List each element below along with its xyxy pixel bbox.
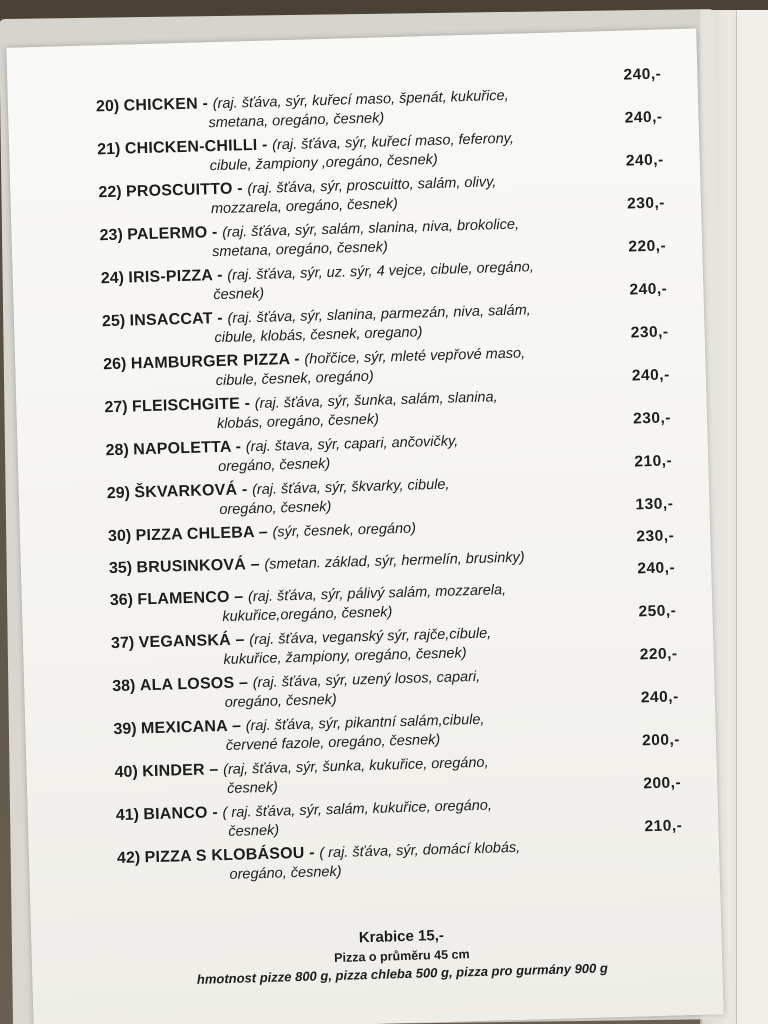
item-ingredients: (sýr, česnek, oregáno) (272, 520, 417, 541)
menu-footer (121, 919, 682, 991)
item-ingredients-cont: oregáno, česnek) (224, 691, 337, 711)
item-price: 130,- (635, 495, 674, 514)
item-separator: - (289, 350, 305, 369)
item-name: PIZZA CHLEBA (135, 524, 255, 545)
item-name: MEXICANA (140, 717, 228, 738)
menu-page (6, 29, 723, 1024)
item-ingredients-cont: mozzarela, oregáno, česnek) (210, 195, 399, 218)
menu-item-line (109, 544, 669, 580)
item-number: 21) (97, 140, 121, 159)
item-price: 240,- (625, 151, 664, 170)
item-number: 20) (95, 97, 120, 116)
item-number: 26) (103, 355, 127, 374)
item-separator: - (207, 804, 223, 822)
item-ingredients: (raj. šťáva, sýr, slanina, parmezán, niva, salám, (227, 302, 531, 327)
item-name: PROSCUITTO (125, 180, 233, 201)
item-ingredients: (raj. šťáva, veganský sýr, rajče,cibule, (249, 625, 492, 649)
item-number: 25) (101, 312, 126, 331)
item-price: 200,- (643, 774, 682, 793)
item-price: 230,- (626, 194, 666, 213)
item-ingredients-cont: kukuřice,oregáno, česnek) (222, 604, 393, 626)
item-separator: - (197, 95, 213, 113)
item-separator: - (237, 481, 253, 499)
item-number: 41) (115, 806, 140, 825)
item-separator: – (227, 717, 246, 735)
item-ingredients: (smetan. základ, sýr, hermelín, brusinky) (264, 549, 525, 573)
item-name: FLEISCHGITE (131, 395, 241, 416)
item-ingredients: (raj. šťáva, sýr, škvarky, cibule, (251, 476, 450, 499)
item-name: ŠKVARKOVÁ (134, 481, 238, 502)
item-name: INSACCAT (129, 310, 213, 330)
item-separator: - (239, 395, 256, 413)
item-separator: - (230, 438, 247, 456)
item-separator: - (212, 266, 228, 285)
pizza-list (95, 65, 683, 892)
box-price: Krabice 15,- (358, 926, 445, 947)
item-ingredients: (raj. šťáva, sýr, pikantní salám,cibule, (245, 711, 485, 735)
item-ingredients: (raj. šťáva, sýr, uzený losos, capari, (252, 668, 481, 692)
item-ingredients: ( raj. šťáva, sýr, domácí klobás, (319, 839, 521, 862)
item-name: PIZZA S KLOBÁSOU (144, 844, 305, 867)
item-price: 230,- (630, 323, 669, 342)
item-number: 30) (107, 527, 132, 546)
item-name: BIANCO (143, 804, 208, 824)
item-ingredients: ( raj. šťáva, sýr, salám, kukuřice, oregáno, (222, 797, 493, 822)
item-price: 240,- (623, 65, 662, 84)
item-separator: - (257, 136, 273, 154)
item-ingredients: (raj. šťáva, sýr, kuřecí maso, feferony, (271, 130, 515, 154)
item-separator: – (229, 588, 249, 606)
item-separator: – (204, 761, 224, 779)
item-separator: - (232, 180, 248, 198)
item-number: 40) (114, 763, 139, 782)
item-ingredients: (raj. šťáva, sýr, proscuitto, salám, olivy, (247, 174, 497, 198)
item-ingredients-cont: oregáno, česnek) (219, 498, 332, 519)
item-ingredients-cont: smetana, oregáno, česnek) (208, 110, 385, 132)
item-ingredients: (raj. šťáva, sýr, kuřecí maso, špenát, kukuřice, (212, 87, 509, 113)
item-price: 220,- (639, 645, 678, 664)
item-ingredients-cont: česnek) (213, 285, 265, 304)
item-ingredients-cont: cibule, žampiony ,oregáno, česnek) (209, 151, 438, 175)
item-name: PALERMO (126, 224, 208, 244)
item-ingredients-cont: smetana, oregáno, česnek) (211, 239, 389, 261)
item-name: CHICKEN-CHILLI (124, 136, 258, 158)
item-name: NAPOLETTA (132, 438, 232, 459)
item-number: 35) (108, 559, 133, 578)
next-page-edge (736, 10, 768, 1024)
item-ingredients: (hořčice, sýr, mleté vepřové maso, (304, 345, 526, 368)
item-number: 22) (98, 183, 122, 202)
item-separator: - (207, 223, 223, 242)
item-separator: – (245, 555, 265, 574)
item-ingredients: (raj, šťáva, sýr, šunka, kukuřice, oregáno, (222, 754, 489, 779)
item-name: BRUSINKOVÁ (136, 556, 247, 577)
item-number: 37) (110, 634, 135, 653)
item-price: 240,- (629, 280, 668, 299)
item-ingredients: (raj. šťáva, sýr, šunka, salám, slanina, (254, 389, 498, 413)
item-ingredients-cont: kukuřice, žampiony, oregáno, česnek) (223, 645, 467, 668)
item-price: 210,- (634, 452, 673, 471)
item-price: 240,- (624, 108, 663, 127)
item-separator: - (304, 844, 320, 862)
item-name: HAMBURGER PIZZA (130, 351, 290, 373)
item-ingredients-cont: klobás, oregáno, česnek) (216, 411, 380, 433)
item-separator: – (234, 674, 253, 692)
item-number: 27) (104, 398, 128, 417)
item-separator: - (212, 309, 228, 328)
item-ingredients-cont: cibule, česnek, oregáno) (215, 368, 374, 390)
item-separator: – (253, 523, 273, 542)
item-number: 42) (116, 849, 141, 868)
item-number: 23) (99, 226, 124, 245)
item-ingredients-cont: česnek) (226, 779, 279, 797)
item-ingredients-cont: česnek) (228, 822, 280, 840)
item-price: 250,- (638, 602, 677, 621)
item-price: 240,- (640, 688, 679, 707)
item-price: 200,- (641, 731, 681, 750)
item-price: 240,- (631, 366, 670, 385)
item-ingredients: (raj. šťáva, sýr, pálivý salám, mozzarela, (247, 582, 507, 606)
item-number: 38) (112, 677, 136, 696)
item-ingredients: (raj. šťáva, sýr, salám, slanina, niva, brokolice, (222, 216, 520, 241)
item-name: ALA LOSOS (139, 674, 235, 695)
item-price: 230,- (636, 527, 675, 546)
item-number: 28) (105, 441, 130, 460)
item-price: 210,- (644, 817, 683, 836)
item-number: 39) (113, 720, 137, 739)
item-ingredients-cont: oregáno, česnek) (229, 863, 342, 883)
item-ingredients-cont: oregáno, česnek) (217, 455, 331, 476)
item-ingredients: (raj. štava, sýr, capari, ančovičky, (245, 433, 459, 456)
item-name: VEGANSKÁ (138, 631, 232, 652)
item-ingredients-cont: cibule, klobás, česnek, oregano) (214, 324, 423, 347)
pizza-diameter: Pizza o průměru 45 cm (333, 947, 470, 966)
item-name: IRIS-PIZZA (128, 267, 213, 287)
item-price: 240,- (637, 559, 676, 578)
item-number: 36) (109, 591, 134, 610)
item-separator: – (230, 631, 250, 649)
item-name: CHICKEN (123, 95, 199, 115)
item-price: 220,- (628, 237, 667, 256)
item-name: KINDER (141, 761, 205, 781)
item-price: 230,- (632, 409, 672, 428)
item-number: 24) (100, 269, 125, 288)
item-number: 29) (106, 484, 131, 503)
item-name: FLAMENCO (137, 588, 230, 609)
pizza-weights: hmotnost pizze 800 g, pizza chleba 500 g, pizza pro gurmány 900 g (196, 960, 609, 987)
item-ingredients: (raj. šťáva, sýr, uz. sýr, 4 vejce, cibule, oregáno, (227, 259, 534, 284)
item-ingredients-cont: červené fazole, oregáno, česnek) (225, 731, 441, 754)
